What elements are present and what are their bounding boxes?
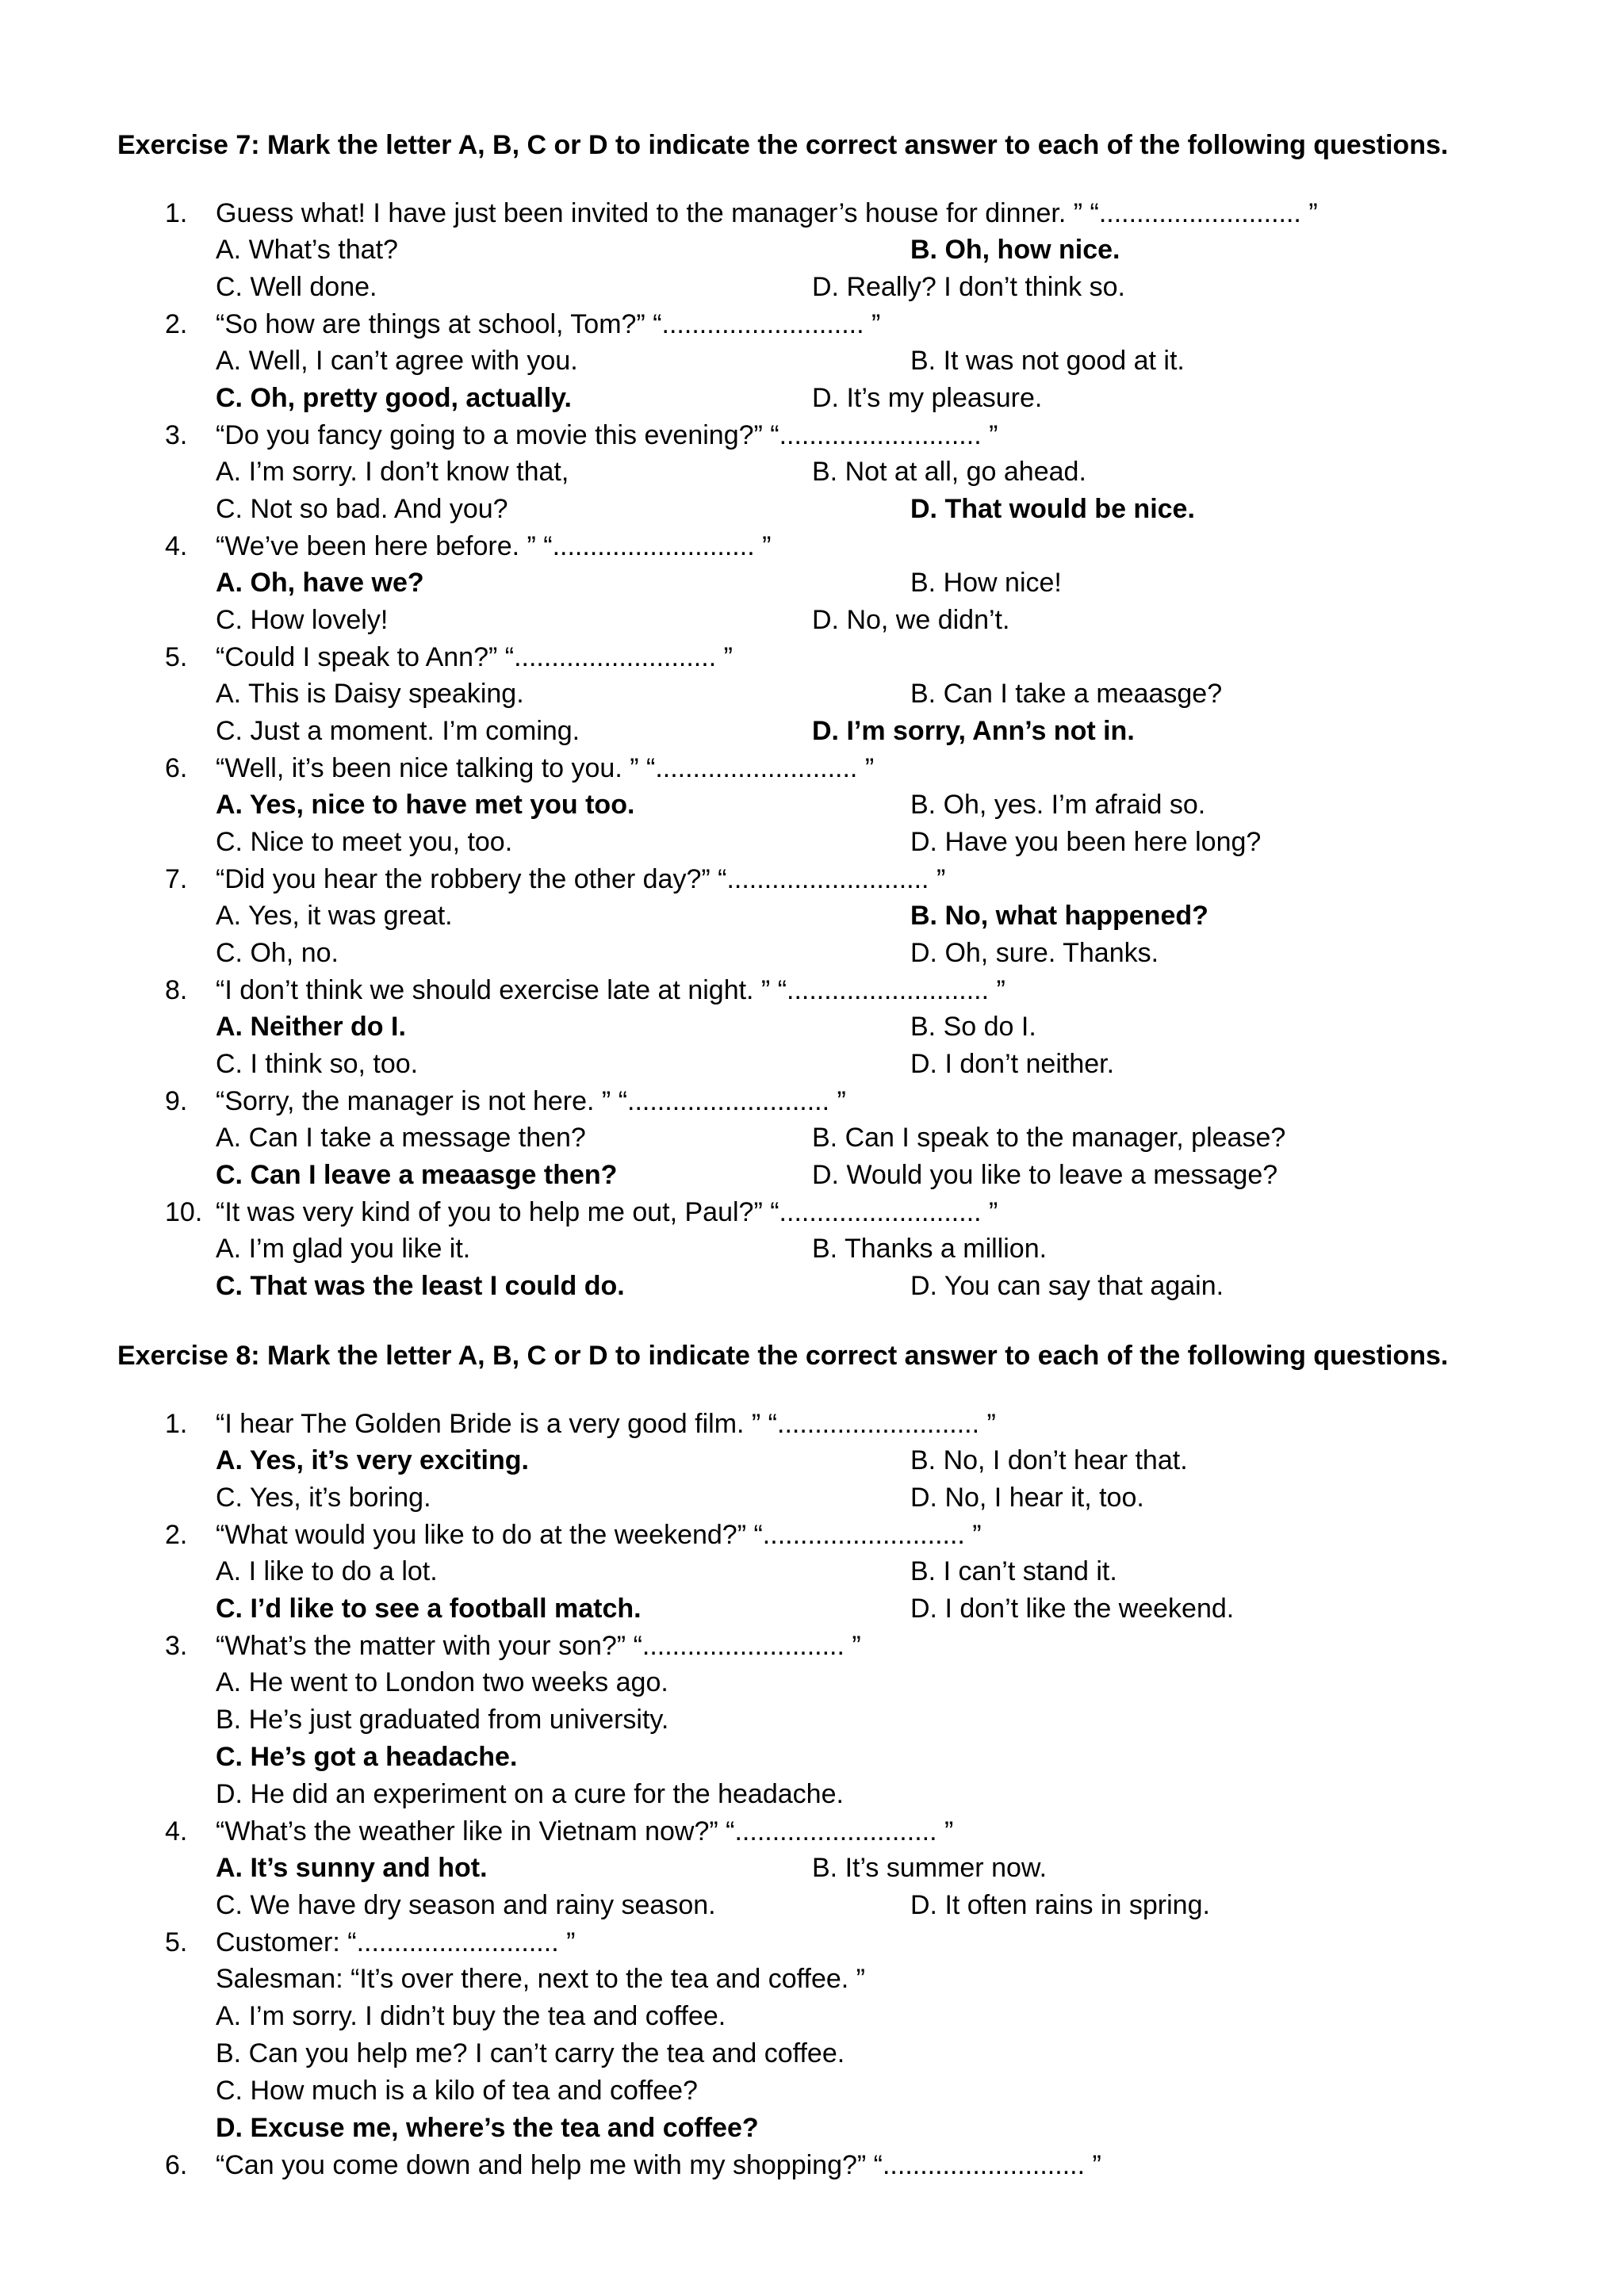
- option-a-answer: A. Yes, it’s very exciting.: [216, 1445, 529, 1475]
- question-7: [0, 861, 1624, 897]
- option-c-answer: C. That was the least I could do.: [216, 1271, 625, 1301]
- question-10: [0, 1194, 1624, 1230]
- option-d: D. No, I hear it, too.: [910, 1483, 1144, 1513]
- option-c-answer: C. He’s got a headache.: [216, 1742, 518, 1772]
- option-d-answer: D. Excuse me, where’s the tea and coffee?: [216, 2113, 759, 2143]
- question-number: 6.: [165, 2150, 188, 2180]
- option-d: D. He did an experiment on a cure for the headache.: [216, 1779, 844, 1809]
- question-number: 7.: [165, 864, 188, 894]
- option-c: C. How much is a kilo of tea and coffee?: [216, 2076, 698, 2106]
- question-4: [0, 1813, 1624, 1850]
- option-a: A. Yes, it was great.: [216, 901, 453, 931]
- question-text: “Can you come down and help me with my shopping?” “........................... ”: [216, 2150, 1101, 2180]
- option-b: B. It was not good at it.: [910, 346, 1185, 376]
- question-text: Customer: “........................... ”: [216, 1927, 576, 1957]
- option-b: B. Thanks a million.: [812, 1234, 1048, 1264]
- option-c: C. Well done.: [216, 272, 377, 302]
- question-text-continued: Salesman: “It’s over there, next to the tea and coffee. ”: [216, 1964, 865, 1994]
- question-number: 1.: [165, 198, 188, 228]
- option-a: A. I’m sorry. I don’t know that,: [216, 457, 569, 487]
- question-text: “What’s the matter with your son?” “........................... ”: [216, 1631, 861, 1661]
- option-c: C. Oh, no.: [216, 938, 339, 968]
- option-b-answer: B. Oh, how nice.: [910, 235, 1120, 265]
- option-d-answer: D. That would be nice.: [910, 494, 1195, 524]
- question-number: 9.: [165, 1086, 188, 1116]
- question-number: 4.: [165, 1816, 188, 1846]
- question-number: 2.: [165, 1520, 188, 1550]
- question-text: “What would you like to do at the weekend?” “........................... ”: [216, 1520, 982, 1550]
- exercise-8-title: Exercise 8: Mark the letter A, B, C or D to indicate the correct answer to each of the following questions.: [117, 1341, 1449, 1371]
- question-text: Guess what! I have just been invited to the manager’s house for dinner. ” “........................... ”: [216, 198, 1318, 228]
- option-a: A. Can I take a message then?: [216, 1123, 586, 1153]
- option-a: A. This is Daisy speaking.: [216, 679, 524, 709]
- question-1: [0, 195, 1624, 232]
- option-d: D. Would you like to leave a message?: [812, 1160, 1278, 1190]
- option-c: C. Not so bad. And you?: [216, 494, 508, 524]
- question-3: [0, 417, 1624, 453]
- option-c: C. I think so, too.: [216, 1049, 419, 1079]
- option-a: A. Well, I can’t agree with you.: [216, 346, 578, 376]
- question-4: [0, 528, 1624, 564]
- question-number: 5.: [165, 1927, 188, 1957]
- question-6: [0, 2147, 1624, 2183]
- option-d: D. Oh, sure. Thanks.: [910, 938, 1159, 968]
- option-c: C. How lovely!: [216, 605, 389, 635]
- question-6: [0, 750, 1624, 786]
- exercise-7-title: Exercise 7: Mark the letter A, B, C or D to indicate the correct answer to each of the following questions.: [117, 130, 1449, 160]
- option-b: B. He’s just graduated from university.: [216, 1705, 669, 1735]
- question-text: “I hear The Golden Bride is a very good film. ” “........................... ”: [216, 1409, 996, 1439]
- option-c: C. Just a moment. I’m coming.: [216, 716, 580, 746]
- option-c: C. Yes, it’s boring.: [216, 1483, 431, 1513]
- option-b: B. So do I.: [910, 1012, 1036, 1042]
- option-a-answer: A. It’s sunny and hot.: [216, 1853, 488, 1883]
- option-b: B. Can you help me? I can’t carry the tea and coffee.: [216, 2038, 845, 2068]
- question-text: “Did you hear the robbery the other day?” “........................... ”: [216, 864, 946, 894]
- question-2: [0, 1517, 1624, 1553]
- question-text: “Could I speak to Ann?” “........................... ”: [216, 642, 733, 672]
- option-d: D. No, we didn’t.: [812, 605, 1010, 635]
- question-number: 6.: [165, 753, 188, 783]
- option-a-answer: A. Neither do I.: [216, 1012, 406, 1042]
- option-d: D. I don’t neither.: [910, 1049, 1115, 1079]
- option-b: B. How nice!: [910, 568, 1062, 598]
- question-text: “What’s the weather like in Vietnam now?” “........................... ”: [216, 1816, 954, 1846]
- question-3: [0, 1628, 1624, 1664]
- question-number: 10.: [165, 1197, 203, 1227]
- option-a: A. He went to London two weeks ago.: [216, 1667, 668, 1697]
- option-a: A. I like to do a lot.: [216, 1556, 438, 1586]
- question-5: [0, 1924, 1624, 1961]
- option-d: D. It often rains in spring.: [910, 1890, 1210, 1920]
- question-text: “I don’t think we should exercise late at night. ” “........................... ”: [216, 975, 1005, 1005]
- option-b-answer: B. No, what happened?: [910, 901, 1208, 931]
- question-number: 1.: [165, 1409, 188, 1439]
- option-c-answer: C. I’d like to see a football match.: [216, 1594, 642, 1624]
- question-text: “Do you fancy going to a movie this evening?” “........................... ”: [216, 420, 998, 450]
- option-b: B. Can I speak to the manager, please?: [812, 1123, 1286, 1153]
- option-c-answer: C. Can I leave a meaasge then?: [216, 1160, 618, 1190]
- question-2: [0, 306, 1624, 342]
- question-number: 5.: [165, 642, 188, 672]
- question-text: “It was very kind of you to help me out, Paul?” “........................... ”: [216, 1197, 998, 1227]
- option-b: B. No, I don’t hear that.: [910, 1445, 1188, 1475]
- option-c: C. Nice to meet you, too.: [216, 827, 513, 857]
- question-text: “We’ve been here before. ” “........................... ”: [216, 531, 772, 561]
- option-b: B. Oh, yes. I’m afraid so.: [910, 790, 1206, 820]
- question-5: [0, 639, 1624, 675]
- option-c: C. We have dry season and rainy season.: [216, 1890, 716, 1920]
- option-d-answer: D. I’m sorry, Ann’s not in.: [812, 716, 1135, 746]
- question-number: 3.: [165, 420, 188, 450]
- question-text: “Well, it’s been nice talking to you. ” “........................... ”: [216, 753, 875, 783]
- question-8: [0, 972, 1624, 1008]
- option-b: B. I can’t stand it.: [910, 1556, 1117, 1586]
- option-a: A. I’m sorry. I didn’t buy the tea and coffee.: [216, 2001, 726, 2031]
- question-number: 8.: [165, 975, 188, 1005]
- question-1: [0, 1406, 1624, 1442]
- question-9: [0, 1083, 1624, 1119]
- question-text: “So how are things at school, Tom?” “........................... ”: [216, 309, 881, 339]
- question-number: 3.: [165, 1631, 188, 1661]
- option-a: A. What’s that?: [216, 235, 398, 265]
- option-b: B. Not at all, go ahead.: [812, 457, 1086, 487]
- option-b: B. Can I take a meaasge?: [910, 679, 1223, 709]
- option-d: D. Have you been here long?: [910, 827, 1262, 857]
- option-a: A. I’m glad you like it.: [216, 1234, 471, 1264]
- option-d: D. Really? I don’t think so.: [812, 272, 1125, 302]
- option-a-answer: A. Yes, nice to have met you too.: [216, 790, 635, 820]
- question-number: 4.: [165, 531, 188, 561]
- option-c-answer: C. Oh, pretty good, actually.: [216, 383, 572, 413]
- option-d: D. You can say that again.: [910, 1271, 1224, 1301]
- option-d: D. I don’t like the weekend.: [910, 1594, 1235, 1624]
- question-number: 2.: [165, 309, 188, 339]
- question-text: “Sorry, the manager is not here. ” “........................... ”: [216, 1086, 846, 1116]
- option-b: B. It’s summer now.: [812, 1853, 1048, 1883]
- option-d: D. It’s my pleasure.: [812, 383, 1043, 413]
- option-a-answer: A. Oh, have we?: [216, 568, 424, 598]
